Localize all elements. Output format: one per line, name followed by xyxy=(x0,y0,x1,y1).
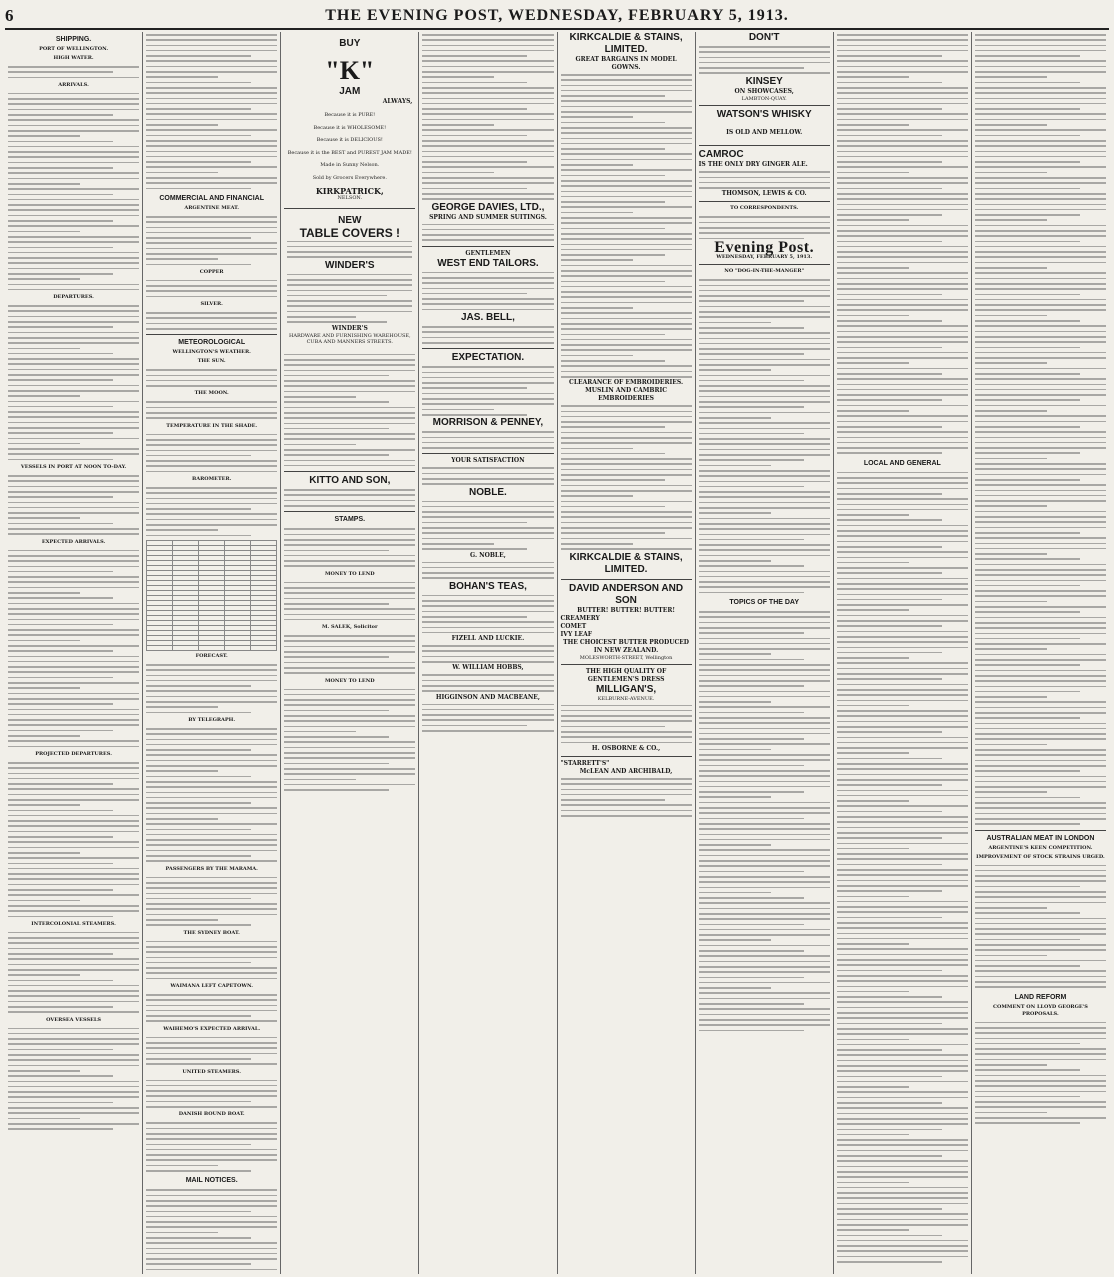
text-block xyxy=(8,1026,139,1132)
k-brand: "K" xyxy=(325,56,375,85)
danish-boat-heading: DANISH BOUND BOAT. xyxy=(178,1111,245,1118)
text-block xyxy=(146,214,277,267)
higginson: HIGGINSON AND MACBEANE, xyxy=(435,693,540,701)
text-block xyxy=(975,863,1106,990)
cuba-manners: CUBA AND MANNERS STREETS. xyxy=(306,339,394,346)
dont: DON'T xyxy=(748,32,780,43)
kitto-and-son: KITTO AND SON, xyxy=(309,475,391,487)
wholesome-line: Because it is WHOLESOME! xyxy=(313,124,387,131)
delicious-line: Because it is DELICIOUS! xyxy=(316,137,383,143)
text-block xyxy=(422,32,553,202)
jas-bell: JAS. BELL, xyxy=(460,312,515,324)
watsons-whisky: WATSON'S WHISKY xyxy=(716,109,812,121)
always-label: ALWAYS, xyxy=(382,98,413,105)
column-ads-1 xyxy=(281,32,419,1274)
text-block xyxy=(837,470,968,1265)
hardware: HARDWARE AND FURNISHING WAREHOUSE, xyxy=(289,332,411,339)
best-line: Because it is the BEST and PUREST JAM MADE! xyxy=(287,149,412,156)
bargains: GREAT BARGAINS IN MODEL GOWNS. xyxy=(575,56,677,71)
text-block xyxy=(146,432,277,474)
winders: WINDER'S xyxy=(325,259,375,271)
text-block xyxy=(699,169,830,190)
winders-again: WINDER'S xyxy=(331,324,368,332)
old-and-mellow: IS OLD AND MELLOW. xyxy=(726,129,803,137)
page-number: 6 xyxy=(5,6,14,25)
text-block xyxy=(146,485,277,538)
text-block xyxy=(561,403,692,551)
spring-summer: SPRING AND SUMMER SUITINGS. xyxy=(429,213,547,221)
copper-heading: COPPER xyxy=(199,268,224,275)
west-end-tailors: WEST END TAILORS. xyxy=(437,257,539,269)
money-to-lend: MONEY TO LEND xyxy=(324,570,375,577)
morrison-penney: MORRISON & PENNEY, xyxy=(432,417,544,429)
molesworth: MOLESWORTH-STREET, Wellington xyxy=(579,654,673,661)
text-block xyxy=(975,1020,1106,1126)
dog-in-manger-heading: NO "DOG-IN-THE-MANGER" xyxy=(724,268,805,275)
text-block xyxy=(8,548,139,749)
mail-notices-heading: MAIL NOTICES. xyxy=(185,1177,238,1185)
made-in-line: Made in Sunny Nelson. xyxy=(320,162,380,168)
editorial-date: WEDNESDAY, FEBRUARY 5, 1913. xyxy=(716,254,813,261)
weather-heading: WELLINGTON'S WEATHER. xyxy=(172,349,251,356)
lloyd-george-comment: COMMENT ON LLOYD GEORGE'S PROPOSALS. xyxy=(993,1003,1088,1017)
text-block xyxy=(287,239,412,260)
butter: BUTTER! BUTTER! BUTTER! xyxy=(577,606,675,614)
text-block xyxy=(284,352,415,469)
text-block xyxy=(284,580,415,622)
by-telegraph-heading: BY TELEGRAPH. xyxy=(188,716,236,723)
muslin: MUSLIN AND CAMBRIC EMBROIDERIES xyxy=(585,387,668,403)
commercial-heading: COMMERCIAL AND FINANCIAL xyxy=(159,194,264,202)
kirkcaldie-stains-2: KIRKCALDIE & STAINS, LIMITED. xyxy=(569,551,683,575)
text-block xyxy=(146,32,277,191)
masthead xyxy=(5,4,1109,30)
passengers-heading: PASSENGERS BY THE MARAMA. xyxy=(165,865,258,872)
buy-label: BUY xyxy=(339,38,361,49)
text-block xyxy=(422,429,553,450)
departures-heading: DEPARTURES. xyxy=(53,294,94,301)
kelburne: KELBURNE-AVENUE. xyxy=(597,696,655,703)
expectation: EXPECTATION. xyxy=(451,352,525,364)
kirkpatrick: KIRKPATRICK, xyxy=(315,186,384,196)
high-water-heading: HIGH WATER. xyxy=(53,55,94,61)
correspondents: TO CORRESPONDENTS. xyxy=(730,205,799,212)
text-block xyxy=(422,672,553,693)
lambton-quay: LAMBTON-QUAY. xyxy=(741,95,787,102)
fizzell-luckie: FIZELL AND LUCKIE. xyxy=(451,635,525,643)
text-block xyxy=(837,32,968,456)
sold-by-line: Sold by Grocers Everywhere. xyxy=(312,174,387,181)
text-block xyxy=(8,64,139,80)
shipping-heading: SHIPPING. xyxy=(55,36,92,43)
text-block xyxy=(975,32,1106,827)
mclean-archibald: McLEAN AND ARCHIBALD, xyxy=(579,767,673,775)
arrivals-heading: ARRIVALS. xyxy=(58,81,89,88)
sun-heading: THE SUN. xyxy=(197,358,226,365)
text-block xyxy=(422,560,553,581)
united-steamers-heading: UNITED STEAMERS. xyxy=(182,1068,241,1075)
text-block xyxy=(146,367,277,388)
oversea-heading: OVERSEA VESSELS xyxy=(46,1016,102,1023)
kirkcaldie-stains: KIRKCALDIE & STAINS, LIMITED. xyxy=(569,32,683,55)
text-block xyxy=(699,44,830,76)
salek-solicitor: M. SALEK, Solicitor xyxy=(321,624,378,631)
waihemo-heading: WAIHEMO'S EXPECTED ARRIVAL. xyxy=(163,1025,261,1032)
george-davies: GEORGE DAVIES, LTD., xyxy=(431,201,545,213)
new-label: NEW xyxy=(338,214,362,226)
stamps-heading: STAMPS. xyxy=(334,516,366,524)
text-block xyxy=(422,465,553,486)
nelson: NELSON. xyxy=(337,195,363,201)
intercolonial-heading: INTERCOLONIAL STEAMERS. xyxy=(31,920,116,927)
topics-heading: TOPICS OF THE DAY xyxy=(729,599,799,607)
column-news-2 xyxy=(972,32,1109,1274)
australian-meat-heading: AUSTRALIAN MEAT IN LONDON xyxy=(986,834,1095,842)
forecast-heading: FORECAST. xyxy=(195,652,228,659)
land-reform-heading: LAND REFORM xyxy=(1014,993,1067,1001)
dry-ginger-ale: IS THE ONLY DRY GINGER ALE. xyxy=(698,161,808,169)
text-block xyxy=(422,499,553,552)
improvement-stock: IMPROVEMENT OF STOCK STRAINS URGED. xyxy=(976,853,1105,860)
text-block xyxy=(8,303,139,462)
your-satisfaction: YOUR SATISFACTION xyxy=(451,457,525,465)
milligans: MILLIGAN'S, xyxy=(595,684,657,696)
column-shipping xyxy=(5,32,143,1274)
noble: NOBLE. xyxy=(469,486,507,498)
text-block xyxy=(146,992,277,1024)
text-block xyxy=(146,1187,277,1274)
text-block xyxy=(8,91,139,292)
argentine-meat-heading: ARGENTINE MEAT. xyxy=(184,204,239,211)
columns xyxy=(5,32,1109,1274)
column-ads-2 xyxy=(419,32,557,1274)
local-general-heading: LOCAL AND GENERAL xyxy=(863,459,941,467)
port-of-wellington: PORT OF WELLINGTON. xyxy=(39,46,109,52)
gentlemen: GENTLEMEN xyxy=(465,249,511,257)
expected-arrivals-heading: EXPECTED ARRIVALS. xyxy=(41,538,106,545)
starretts: "STARRETT'S" xyxy=(560,759,610,767)
david-anderson: DAVID ANDERSON AND SON xyxy=(569,582,684,606)
text-block xyxy=(8,930,139,1015)
text-block xyxy=(699,214,830,240)
silver-heading: SILVER. xyxy=(200,301,223,308)
column-news xyxy=(834,32,972,1274)
osborne: H. OSBORNE & CO., xyxy=(591,744,661,752)
temperature-heading: TEMPERATURE IN THE SHADE. xyxy=(166,422,258,429)
vessels-in-port-heading: VESSELS IN PORT AT NOON TO-DAY. xyxy=(20,464,127,471)
text-block xyxy=(146,1078,277,1110)
sydney-boat-heading: THE SYDNEY BOAT. xyxy=(183,929,240,936)
text-block xyxy=(284,633,415,675)
column-commercial xyxy=(143,32,281,1274)
text-block xyxy=(422,222,553,243)
text-block xyxy=(8,473,139,537)
moon-heading: THE MOON. xyxy=(194,390,229,397)
g-noble: G. NOBLE, xyxy=(470,551,506,559)
kinsey: KINSEY xyxy=(745,75,783,87)
text-block xyxy=(422,324,553,345)
text-block xyxy=(422,702,553,734)
ivy-leaf: IVY LEAF xyxy=(560,630,593,638)
text-block xyxy=(422,643,553,664)
weather-table xyxy=(146,540,277,651)
text-block xyxy=(422,270,553,312)
text-block xyxy=(146,1120,277,1173)
text-block xyxy=(146,875,277,928)
camroc: CAMROC xyxy=(698,149,744,161)
meteorological-heading: METEOROLOGICAL xyxy=(178,339,246,347)
text-block xyxy=(561,703,692,745)
argentine-competition: ARGENTINE'S KEEN COMPETITION. xyxy=(988,844,1093,851)
text-block xyxy=(561,72,692,379)
william-hobbs: W. WILLIAM HOBBS, xyxy=(452,664,524,672)
evening-post-logo: Evening Post. xyxy=(714,238,815,256)
creamery: CREAMERY xyxy=(560,614,600,622)
text-block xyxy=(561,776,692,818)
barometer-heading: BAROMETER. xyxy=(191,476,232,482)
money-to-lend-2: MONEY TO LEND xyxy=(324,677,375,684)
text-block xyxy=(284,487,415,508)
text-block xyxy=(699,609,830,1033)
projected-departures-heading: PROJECTED DEPARTURES. xyxy=(35,750,112,757)
text-block xyxy=(699,277,830,595)
text-block xyxy=(146,726,277,864)
text-block xyxy=(422,364,553,417)
text-block xyxy=(146,939,277,981)
thomson-lewis: THOMSON, LEWIS & CO. xyxy=(721,190,807,198)
column-ads-3 xyxy=(558,32,696,1274)
text-block xyxy=(146,310,277,331)
text-block xyxy=(287,272,412,325)
text-block xyxy=(146,278,277,299)
text-block xyxy=(146,399,277,420)
bohans-teas: BOHAN'S TEAS, xyxy=(448,580,527,592)
waimana-heading: WAIMANA LEFT CAPETOWN. xyxy=(170,983,253,989)
column-editorial xyxy=(696,32,834,1274)
pure-line: Because it is PURE! xyxy=(324,112,376,118)
text-block xyxy=(146,1035,277,1067)
table-covers: TABLE COVERS ! xyxy=(299,225,401,240)
text-block xyxy=(8,760,139,919)
newspaper-title: THE EVENING POST, WEDNESDAY, FEBRUARY 5, 1913. xyxy=(325,7,789,24)
text-block xyxy=(284,526,415,568)
text-block xyxy=(146,662,277,715)
high-quality: THE HIGH QUALITY OF GENTLEMEN'S DRESS xyxy=(585,668,667,684)
choicest-butter: THE CHOICEST BUTTER PRODUCED IN NEW ZEALAND. xyxy=(563,638,689,654)
table-covers-ad xyxy=(284,212,415,349)
k-jam-ad xyxy=(284,35,415,205)
text-block xyxy=(422,593,553,635)
showcases: ON SHOWCASES, xyxy=(734,87,794,95)
clearance: CLEARANCE OF EMBROIDERIES. xyxy=(569,379,684,387)
jam-label: JAM xyxy=(339,86,361,97)
text-block xyxy=(284,687,415,793)
comet: COMET xyxy=(560,622,587,630)
